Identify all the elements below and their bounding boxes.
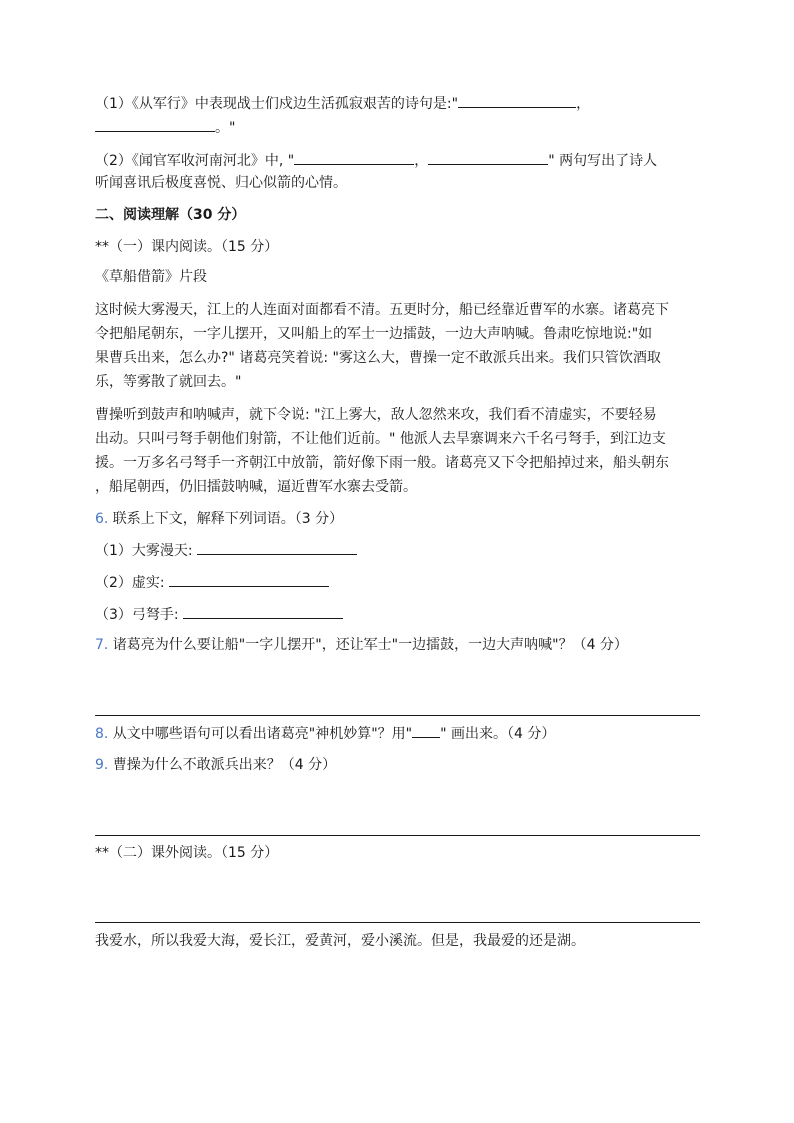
question-8-text-b: " 画出来。（4 分） <box>440 726 556 742</box>
answer-blank-1a[interactable] <box>458 93 576 108</box>
question-1-line-1 <box>95 93 590 114</box>
passage-p2-line-3: 援。一万多名弓弩手一齐朝江中放箭，箭好像下雨一般。诸葛亮又下令把船掉过来，船头朝东 <box>95 455 669 471</box>
question-6-number: 6. <box>95 511 109 527</box>
answer-blank-6-2[interactable] <box>169 572 329 587</box>
answer-line-7[interactable] <box>95 715 700 716</box>
question-6-item-2-label: （2）虚实: <box>95 575 165 591</box>
section-2-title: 二、阅读理解（30 分） <box>95 207 246 223</box>
answer-blank-1b[interactable] <box>95 117 215 132</box>
passage-p2-line-2: 出动。只叫弓弩手朝他们射箭，不让他们近前。" 他派人去旱寨调来六千名弓弩手，到江边支 <box>95 431 666 447</box>
question-2-line-1 <box>95 150 657 171</box>
question-2-line-2: 听闻喜讯后极度喜悦、归心似箭的心情。 <box>95 175 347 191</box>
question-6 <box>95 509 343 529</box>
passage-p1-line-4: 乐，等雾散了就回去。" <box>95 374 242 390</box>
question-2-prompt: （2）《闻官军收河南河北》中, " <box>95 153 295 169</box>
question-7-number: 7. <box>95 637 109 653</box>
part-2-title: **（二）课外阅读。（15 分） <box>95 845 279 861</box>
question-6-item-3-label: （3）弓弩手: <box>95 607 179 623</box>
question-6-item-2 <box>95 572 329 593</box>
question-9-text: 曹操为什么不敢派兵出来？（4 分） <box>108 757 337 773</box>
question-7-text: 诸葛亮为什么要让船"一字儿摆开"，还让军士"一边擂鼓，一边大声呐喊"？（4 分） <box>108 637 628 653</box>
passage-title: 《草船借箭》片段 <box>95 269 207 285</box>
passage-p2-line-4: ，船尾朝西，仍旧擂鼓呐喊，逼近曹军水寨去受箭。 <box>95 479 417 495</box>
answer-blank-2a[interactable] <box>294 150 414 165</box>
question-6-item-1-label: （1）大雾漫天: <box>95 543 193 559</box>
question-7 <box>95 635 628 655</box>
question-6-item-1 <box>95 540 357 561</box>
passage-p1-line-3: 果曹兵出来，怎么办?" 诸葛亮笑着说: "雾这么大，曹操一定不敢派兵出来。我们只管饮酒取 <box>95 350 661 366</box>
question-8-number: 8. <box>95 726 109 742</box>
question-1-prompt: （1）《从军行》中表现战士们戍边生活孤寂艰苦的诗句是:" <box>95 96 459 112</box>
question-1-end: 。" <box>215 120 236 136</box>
question-9-number: 9. <box>95 757 109 773</box>
part-1-title: **（一）课内阅读。（15 分） <box>95 239 279 255</box>
passage-p2-line-1: 曹操听到鼓声和呐喊声，就下令说: "江上雾大，敌人忽然来攻，我们看不清虚实，不要轻易 <box>95 407 657 423</box>
question-2-comma: ， <box>414 153 429 169</box>
question-1-comma: ， <box>576 96 591 112</box>
section-divider <box>95 922 700 923</box>
passage-p1-line-2: 令把船尾朝东，一字儿摆开，又叫船上的军士一边擂鼓，一边大声呐喊。鲁肃吃惊地说:"如 <box>95 326 653 342</box>
question-1-line-2 <box>95 117 235 138</box>
question-8-text-a: 从文中哪些语句可以看出诸葛亮"神机妙算"？用" <box>108 726 413 742</box>
answer-blank-6-1[interactable] <box>197 540 357 555</box>
question-8 <box>95 723 555 744</box>
answer-line-9[interactable] <box>95 835 700 836</box>
passage-p1-line-1: 这时候大雾漫天，江上的人连面对面都看不清。五更时分，船已经靠近曹军的水寨。诸葛亮下 <box>95 302 669 318</box>
answer-blank-2b[interactable] <box>428 150 548 165</box>
question-6-text: 联系上下文，解释下列词语。（3 分） <box>108 511 344 527</box>
question-6-item-3 <box>95 604 343 625</box>
extra-passage-line-1: 我爱水，所以我爱大海，爱长江，爱黄河，爱小溪流。但是，我最爱的还是湖。 <box>95 933 585 949</box>
question-2-after: " 两句写出了诗人 <box>548 153 658 169</box>
answer-blank-6-3[interactable] <box>183 604 343 619</box>
underline-sample <box>412 723 440 738</box>
question-9 <box>95 755 336 775</box>
